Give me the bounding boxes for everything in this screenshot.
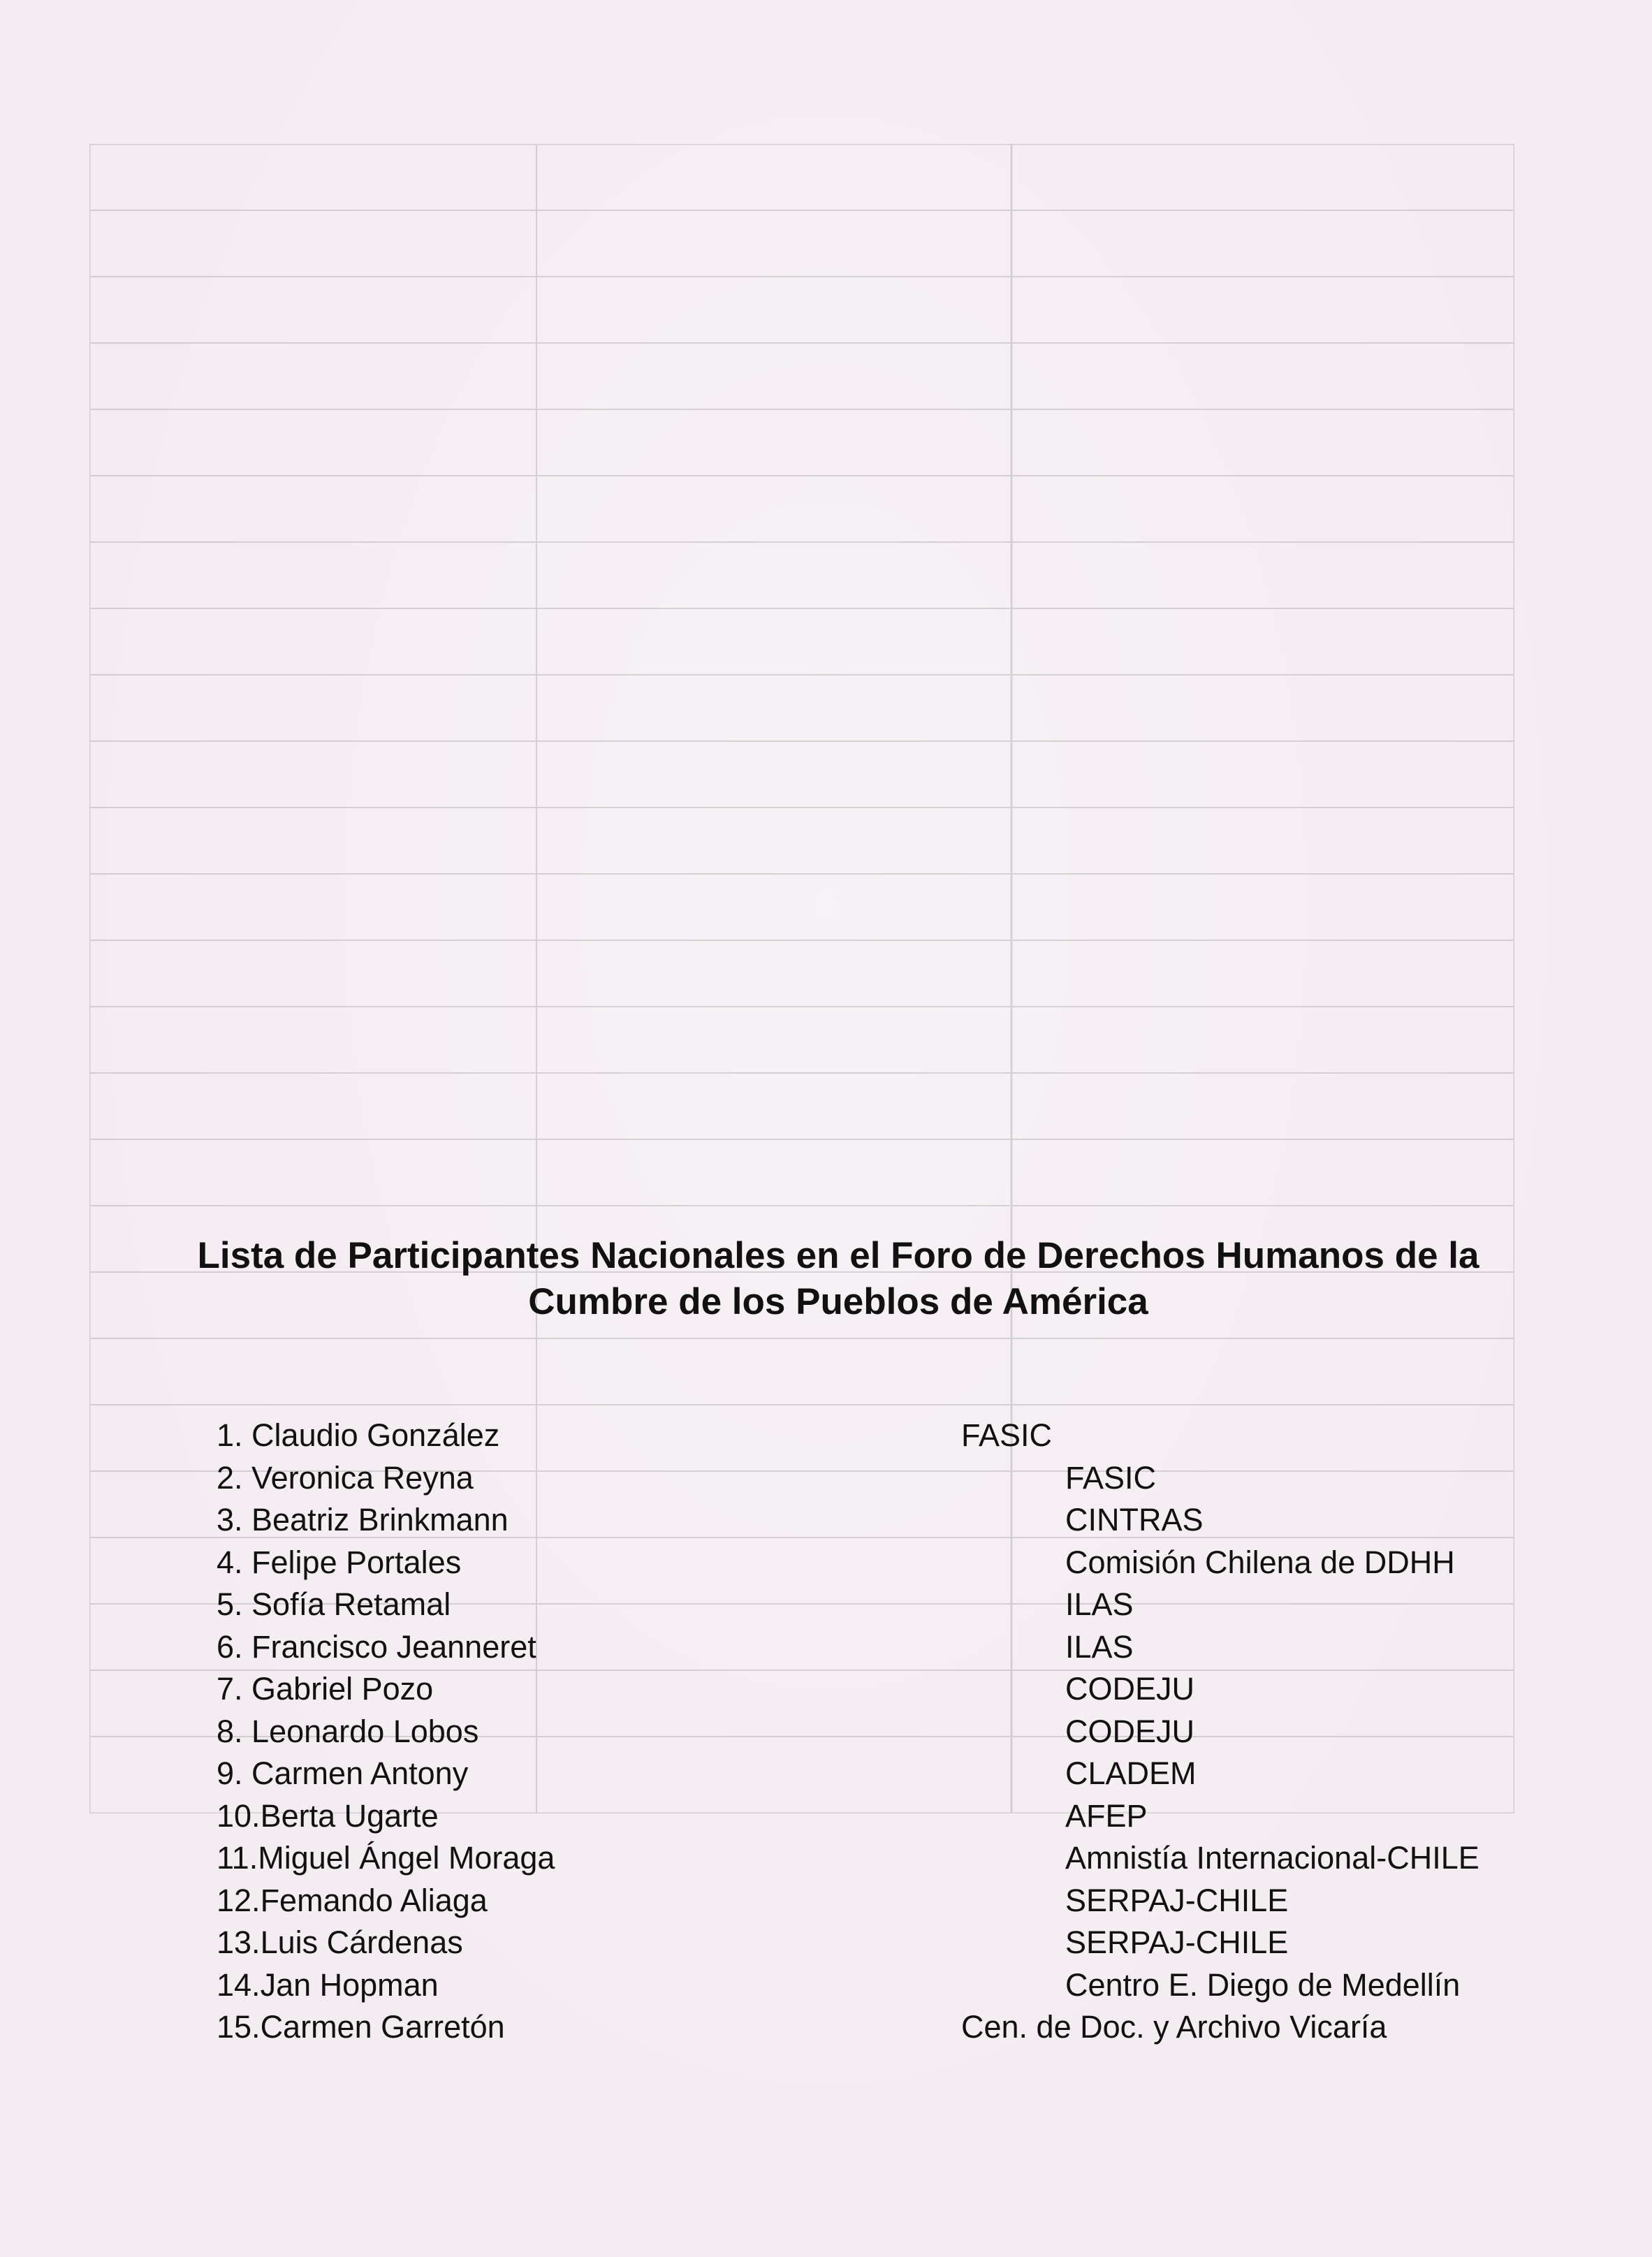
item-number: 9. bbox=[217, 1755, 243, 1791]
item-number: 3. bbox=[217, 1502, 243, 1537]
document-title bbox=[140, 1233, 1537, 1325]
list-item bbox=[0, 1964, 1652, 2007]
list-item bbox=[0, 1753, 1652, 1795]
item-number: 5. bbox=[217, 1586, 243, 1622]
item-number: 15. bbox=[217, 2009, 261, 2045]
item-number: 14. bbox=[217, 1966, 261, 2003]
organization-name: Cen. de Doc. y Archivo Vicaría bbox=[961, 2009, 1387, 2045]
item-number: 2. bbox=[217, 1459, 243, 1496]
list-item bbox=[0, 1795, 1652, 1838]
item-number: 8. bbox=[217, 1713, 243, 1749]
organization-name: Comisión Chilena de DDHH bbox=[1065, 1544, 1455, 1580]
list-item bbox=[0, 1922, 1652, 1964]
participant-name: Claudio González bbox=[251, 1417, 500, 1453]
list-item bbox=[0, 1584, 1652, 1626]
participant-name: Miguel Ángel Moraga bbox=[258, 1840, 555, 1876]
item-number: 7. bbox=[217, 1671, 243, 1707]
organization-name: ILAS bbox=[1065, 1628, 1134, 1665]
organization-name: Amnistía Internacional-CHILE bbox=[1065, 1840, 1479, 1876]
organization-name: AFEP bbox=[1065, 1797, 1148, 1834]
list-item bbox=[0, 1499, 1652, 1542]
participant-name: Veronica Reyna bbox=[251, 1459, 474, 1496]
title-line-2: Cumbre de los Pueblos de América bbox=[528, 1281, 1148, 1322]
organization-name: FASIC bbox=[1065, 1459, 1157, 1496]
item-number: 13. bbox=[217, 1924, 261, 1960]
participant-name: Carmen Garretón bbox=[260, 2009, 505, 2045]
participant-name: Luis Cárdenas bbox=[260, 1924, 463, 1960]
organization-name: CLADEM bbox=[1065, 1755, 1197, 1791]
participant-name: Gabriel Pozo bbox=[251, 1671, 434, 1707]
item-number: 12. bbox=[217, 1882, 261, 1918]
participant-name: Femando Aliaga bbox=[260, 1882, 488, 1918]
item-number: 4. bbox=[217, 1544, 243, 1580]
organization-name: CINTRAS bbox=[1065, 1502, 1204, 1537]
list-item bbox=[0, 1542, 1652, 1584]
participant-name: Felipe Portales bbox=[251, 1544, 462, 1580]
participant-name: Carmen Antony bbox=[251, 1755, 469, 1791]
item-number: 1. bbox=[217, 1417, 243, 1453]
list-item bbox=[0, 1457, 1652, 1500]
list-item bbox=[0, 1880, 1652, 1922]
list-item bbox=[0, 2006, 1652, 2049]
organization-name: ILAS bbox=[1065, 1586, 1134, 1622]
list-item bbox=[0, 1837, 1652, 1880]
item-number: 10. bbox=[217, 1797, 261, 1834]
organization-name: FASIC bbox=[961, 1417, 1053, 1453]
organization-name: CODEJU bbox=[1065, 1671, 1195, 1707]
participant-name: Berta Ugarte bbox=[260, 1797, 439, 1834]
participant-name: Sofía Retamal bbox=[251, 1586, 451, 1622]
organization-name: SERPAJ-CHILE bbox=[1065, 1924, 1289, 1960]
list-item bbox=[0, 1668, 1652, 1711]
title-line-1: Lista de Participantes Nacionales en el Foro de Derechos Humanos de la bbox=[197, 1235, 1479, 1276]
organization-name: SERPAJ-CHILE bbox=[1065, 1882, 1289, 1918]
organization-list bbox=[0, 1415, 1652, 2049]
participant-name: Francisco Jeanneret bbox=[251, 1628, 536, 1665]
list-item bbox=[0, 1415, 1652, 1457]
participant-name: Beatriz Brinkmann bbox=[251, 1502, 509, 1537]
item-number: 11. bbox=[217, 1840, 258, 1876]
organization-name: Centro E. Diego de Medellín bbox=[1065, 1966, 1461, 2003]
organization-name: CODEJU bbox=[1065, 1713, 1195, 1749]
participant-name: Leonardo Lobos bbox=[251, 1713, 479, 1749]
list-item bbox=[0, 1626, 1652, 1669]
list-item bbox=[0, 1711, 1652, 1753]
item-number: 6. bbox=[217, 1628, 243, 1665]
participant-name: Jan Hopman bbox=[260, 1966, 439, 2003]
